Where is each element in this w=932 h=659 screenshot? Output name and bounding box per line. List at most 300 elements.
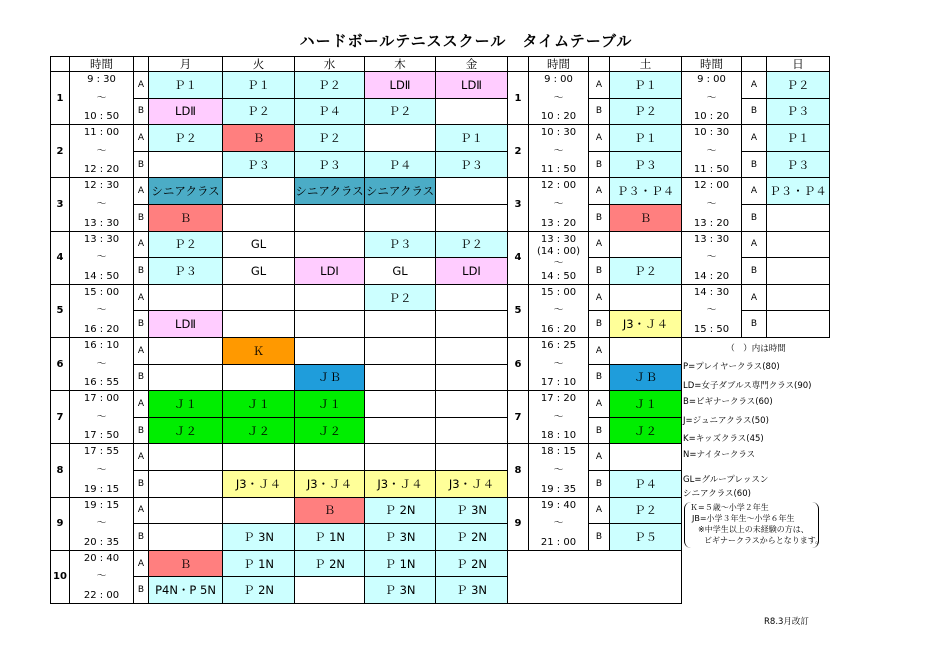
sat-class-cell — [609, 284, 682, 312]
legend-item: N=ナイタークラス — [683, 449, 756, 460]
time-line: 〜 — [96, 305, 107, 317]
class-cell: シニアクラス — [364, 177, 436, 205]
class-cell: Ｐ 2N — [294, 550, 365, 578]
time-line: 15 : 00 — [540, 286, 577, 298]
class-cell: Ｐ１ — [435, 124, 508, 152]
time-line: 21 : 00 — [540, 536, 577, 548]
time-line: 11 : 00 — [83, 127, 120, 139]
period-number: 3 — [50, 177, 70, 231]
time-line: 〜 — [706, 252, 717, 264]
sat-class-cell: Ｊ２ — [609, 417, 682, 445]
empty-block — [507, 550, 682, 604]
time-line: 19 : 40 — [540, 499, 577, 511]
sun-class-cell: Ｐ１ — [766, 124, 830, 152]
sat-class-cell: Ｐ２ — [609, 257, 682, 285]
sun-class-cell — [766, 231, 830, 259]
period-number: 1 — [50, 71, 70, 125]
court-a-label: A — [133, 443, 149, 471]
class-cell — [222, 204, 295, 232]
header-blank — [507, 56, 529, 72]
header-day: 金 — [435, 56, 508, 72]
court-b-label: B — [588, 523, 610, 551]
class-cell: Ｐ４ — [364, 151, 436, 179]
time-range — [69, 177, 134, 231]
class-cell: Ｐ 1N — [222, 550, 295, 578]
revision-note: R8.3月改訂 — [764, 617, 809, 627]
class-cell: Ｐ２ — [294, 124, 365, 152]
class-cell — [222, 284, 295, 312]
court-a-label: A — [588, 231, 610, 259]
class-cell — [364, 364, 436, 392]
period-number: 7 — [50, 390, 70, 444]
court-b-label: B — [133, 364, 149, 392]
time-line: 12 : 30 — [83, 180, 120, 192]
time-line: 13 : 20 — [693, 217, 730, 229]
court-a-label: A — [133, 71, 149, 99]
period-number: 3 — [507, 177, 529, 231]
class-cell — [435, 310, 508, 338]
legend-item: B=ビギナークラス(60) — [683, 396, 773, 407]
period-number: 9 — [50, 497, 70, 551]
time-line: 〜 — [553, 358, 564, 370]
sat-class-cell: ＪＢ — [609, 364, 682, 392]
court-a-label: A — [588, 177, 610, 205]
sat-class-cell: Ｐ４ — [609, 470, 682, 498]
age-note — [684, 502, 824, 548]
court-a-label: A — [741, 284, 767, 312]
class-cell: Ｋ — [222, 337, 295, 365]
sat-class-cell: Ｐ２ — [609, 98, 682, 126]
time-line: 〜 — [553, 145, 564, 157]
legend-item: J=ジュニアクラス(50) — [683, 415, 769, 426]
class-cell — [148, 337, 223, 365]
class-cell — [294, 337, 365, 365]
time-line: 17 : 50 — [83, 430, 120, 442]
time-range — [681, 177, 742, 231]
time-line: 19 : 15 — [83, 483, 120, 495]
court-a-label: A — [741, 231, 767, 259]
time-line: 〜 — [96, 198, 107, 210]
court-a-label: A — [588, 443, 610, 471]
header-day: 月 — [148, 56, 223, 72]
note-line-jb: JB=小学３年生〜小学６年生 — [692, 514, 795, 523]
class-cell: Ｐ 3N — [364, 576, 436, 604]
class-cell: J3・Ｊ４ — [435, 470, 508, 498]
class-cell — [435, 98, 508, 126]
header-blank — [588, 56, 610, 72]
time-line: 14 : 50 — [83, 270, 120, 282]
class-cell: Ｐ 3N — [435, 576, 508, 604]
time-range — [681, 71, 742, 125]
class-cell: Ｊ２ — [222, 417, 295, 445]
class-cell — [364, 443, 436, 471]
time-line: 20 : 35 — [83, 536, 120, 548]
sun-class-cell — [766, 257, 830, 285]
class-cell: LDⅡ — [364, 71, 436, 99]
time-range — [528, 231, 589, 285]
class-cell — [364, 310, 436, 338]
time-line: 13 : 20 — [540, 217, 577, 229]
time-line: 13 : 30 — [540, 233, 577, 245]
period-number: 5 — [507, 284, 529, 338]
time-line: 10 : 30 — [693, 127, 730, 139]
sat-class-cell: Ｐ１ — [609, 124, 682, 152]
class-cell — [148, 443, 223, 471]
time-range — [528, 337, 589, 391]
court-a-label: A — [133, 177, 149, 205]
court-b-label: B — [741, 98, 767, 126]
court-b-label: B — [741, 204, 767, 232]
class-cell: Ｐ１ — [222, 71, 295, 99]
court-a-label: A — [588, 390, 610, 418]
court-b-label: B — [588, 364, 610, 392]
sun-class-cell — [766, 204, 830, 232]
header-day: 火 — [222, 56, 295, 72]
court-b-label: B — [588, 151, 610, 179]
class-cell: GL — [364, 257, 436, 285]
class-cell: Ｐ３ — [222, 151, 295, 179]
court-b-label: B — [133, 576, 149, 604]
class-cell — [364, 390, 436, 418]
sat-class-cell: Ｐ２ — [609, 497, 682, 525]
class-cell — [294, 204, 365, 232]
class-cell: ＪＢ — [294, 364, 365, 392]
class-cell: Ｐ 2N — [222, 576, 295, 604]
legend-item: K=キッズクラス(45) — [683, 433, 764, 444]
class-cell: Ｐ３ — [148, 257, 223, 285]
time-range — [528, 124, 589, 178]
note-line-junior-high: ※中学生以上の未経験の方は、 — [698, 525, 809, 534]
period-number: 9 — [507, 497, 529, 551]
time-line: 16 : 10 — [83, 340, 120, 351]
time-line: 17 : 20 — [540, 393, 577, 405]
time-line: 〜 — [553, 518, 564, 530]
class-cell: シニアクラス — [294, 177, 365, 205]
time-range — [681, 231, 742, 285]
court-a-label: A — [741, 124, 767, 152]
class-cell: GL — [222, 257, 295, 285]
class-cell: Ｐ２ — [222, 98, 295, 126]
time-line: 〜 — [553, 464, 564, 476]
time-line: 10 : 50 — [83, 111, 120, 123]
time-line: 10 : 20 — [693, 111, 730, 123]
court-b-label: B — [133, 151, 149, 179]
time-line: 16 : 55 — [83, 377, 120, 389]
sat-class-cell — [609, 443, 682, 471]
header-time: 時間 — [69, 56, 134, 72]
class-cell — [435, 284, 508, 312]
class-cell — [435, 337, 508, 365]
note-line-beginner: ビギナークラスからとなります。 — [704, 536, 824, 545]
legend-item: GL=グループレッスン — [683, 474, 769, 485]
sat-class-cell: Ｂ — [609, 204, 682, 232]
time-line: 14 : 30 — [693, 286, 730, 298]
time-line: 17 : 55 — [83, 446, 120, 458]
header-day-sun: 日 — [766, 56, 830, 72]
class-cell — [364, 337, 436, 365]
period-number: 8 — [507, 443, 529, 497]
class-cell: Ｐ２ — [364, 98, 436, 126]
header-time: 時間 — [681, 56, 742, 72]
class-cell: Ｐ３ — [294, 151, 365, 179]
time-line: 〜 — [96, 411, 107, 423]
time-line: 11 : 50 — [540, 164, 577, 176]
court-a-label: A — [588, 71, 610, 99]
class-cell — [435, 390, 508, 418]
class-cell: LDⅠ — [435, 257, 508, 285]
class-cell — [294, 443, 365, 471]
class-cell: Ｐ２ — [148, 231, 223, 259]
class-cell: Ｐ 3N — [222, 523, 295, 551]
time-line: 〜 — [96, 571, 107, 583]
class-cell: LDⅡ — [148, 98, 223, 126]
sat-class-cell: Ｊ１ — [609, 390, 682, 418]
court-a-label: A — [133, 497, 149, 525]
class-cell: Ｐ３ — [435, 151, 508, 179]
sun-class-cell: Ｐ３・Ｐ４ — [766, 177, 830, 205]
note-line-kids: Ｋ=５歳〜小学２年生 — [690, 503, 769, 512]
court-a-label: A — [588, 337, 610, 365]
time-range — [69, 390, 134, 444]
court-b-label: B — [588, 470, 610, 498]
time-line: 16 : 20 — [540, 323, 577, 335]
class-cell: Ｐ２ — [364, 284, 436, 312]
header-day: 木 — [364, 56, 436, 72]
court-b-label: B — [133, 523, 149, 551]
period-number: 10 — [50, 550, 70, 604]
time-range — [69, 231, 134, 285]
class-cell: Ｐ２ — [148, 124, 223, 152]
court-b-label: B — [588, 98, 610, 126]
court-b-label: B — [133, 204, 149, 232]
time-line: 17 : 00 — [83, 393, 120, 405]
class-cell: Ｐ 1N — [294, 523, 365, 551]
class-cell — [435, 204, 508, 232]
class-cell: Ｐ 2N — [435, 523, 508, 551]
court-b-label: B — [588, 417, 610, 445]
court-a-label: A — [588, 497, 610, 525]
court-a-label: A — [588, 124, 610, 152]
time-range — [528, 443, 589, 497]
court-b-label: B — [588, 310, 610, 338]
class-cell: J3・Ｊ４ — [364, 470, 436, 498]
class-cell — [364, 204, 436, 232]
court-a-label: A — [588, 284, 610, 312]
sat-class-cell — [609, 337, 682, 365]
class-cell — [148, 523, 223, 551]
time-line: 15 : 50 — [693, 323, 730, 335]
class-cell: Ｐ１ — [148, 71, 223, 99]
class-cell: Ｐ２ — [435, 231, 508, 259]
time-line: 19 : 15 — [83, 499, 120, 511]
class-cell — [435, 364, 508, 392]
class-cell — [294, 231, 365, 259]
time-line: 13 : 30 — [83, 233, 120, 245]
header-time: 時間 — [528, 56, 589, 72]
time-line: 10 : 30 — [540, 127, 577, 139]
time-line: 9 : 00 — [544, 74, 573, 85]
sun-class-cell — [766, 284, 830, 312]
class-cell: Ｐ 1N — [364, 550, 436, 578]
class-cell: シニアクラス — [148, 177, 223, 205]
class-cell — [222, 177, 295, 205]
time-line: 〜 — [706, 145, 717, 157]
court-b-label: B — [133, 470, 149, 498]
legend-item: P=プレイヤークラス(80) — [683, 361, 780, 372]
class-cell — [435, 177, 508, 205]
time-range — [69, 443, 134, 497]
class-cell: Ｂ — [148, 550, 223, 578]
time-range — [69, 71, 134, 125]
class-cell — [148, 497, 223, 525]
time-line: 14 : 20 — [693, 270, 730, 282]
time-line: 18 : 10 — [540, 430, 577, 442]
sat-class-cell: Ｐ３ — [609, 151, 682, 179]
time-line: 19 : 35 — [540, 483, 577, 495]
time-line: 12 : 20 — [83, 164, 120, 176]
court-b-label: B — [588, 204, 610, 232]
time-range — [528, 177, 589, 231]
period-number: 7 — [507, 390, 529, 444]
class-cell: LDⅡ — [435, 71, 508, 99]
time-range — [69, 550, 134, 604]
time-range — [69, 337, 134, 391]
class-cell: P4N・P 5N — [148, 576, 223, 604]
time-line: 〜 — [96, 518, 107, 530]
time-line: 〜 — [96, 358, 107, 370]
time-line: 15 : 00 — [83, 286, 120, 298]
class-cell — [435, 443, 508, 471]
court-b-label: B — [133, 417, 149, 445]
period-number: 6 — [50, 337, 70, 391]
time-line: 〜 — [706, 305, 717, 317]
class-cell — [148, 364, 223, 392]
legend-item: （ ）内は時間 — [726, 343, 786, 354]
time-line: 10 : 20 — [540, 111, 577, 123]
time-range — [681, 124, 742, 178]
time-line: 17 : 10 — [540, 377, 577, 389]
header-blank — [133, 56, 149, 72]
court-a-label: A — [133, 231, 149, 259]
class-cell — [222, 443, 295, 471]
time-range — [528, 390, 589, 444]
time-line: 〜 — [96, 145, 107, 157]
period-number: 1 — [507, 71, 529, 125]
sun-class-cell: Ｐ２ — [766, 71, 830, 99]
time-line: 〜 — [553, 198, 564, 210]
time-range — [681, 284, 742, 338]
time-range — [69, 497, 134, 551]
class-cell: Ｊ１ — [222, 390, 295, 418]
class-cell: J3・Ｊ４ — [294, 470, 365, 498]
sun-class-cell — [766, 310, 830, 338]
class-cell: Ｐ４ — [294, 98, 365, 126]
sat-class-cell: Ｐ５ — [609, 523, 682, 551]
court-a-label: A — [133, 337, 149, 365]
class-cell: Ｂ — [222, 124, 295, 152]
class-cell — [364, 417, 436, 445]
class-cell: Ｐ 2N — [435, 550, 508, 578]
time-range — [528, 497, 589, 551]
time-line: 〜 — [96, 464, 107, 476]
time-line: 〜 — [553, 258, 564, 270]
time-line: (14 : 00) — [537, 245, 580, 257]
period-number: 5 — [50, 284, 70, 338]
time-line: 〜 — [706, 92, 717, 104]
legend-item: シニアクラス(60) — [683, 488, 751, 499]
time-range — [528, 284, 589, 338]
time-line: 18 : 15 — [540, 446, 577, 458]
class-cell — [294, 576, 365, 604]
class-cell: GL — [222, 231, 295, 259]
header-blank — [50, 56, 70, 72]
time-line: 9 : 00 — [697, 74, 726, 85]
court-a-label: A — [133, 284, 149, 312]
time-line: 13 : 30 — [693, 233, 730, 245]
time-line: 12 : 00 — [693, 180, 730, 192]
class-cell: Ｊ２ — [294, 417, 365, 445]
class-cell: Ｐ２ — [294, 71, 365, 99]
class-cell — [294, 284, 365, 312]
class-cell: Ｐ３ — [364, 231, 436, 259]
time-line: 〜 — [96, 92, 107, 104]
period-number: 6 — [507, 337, 529, 391]
sat-class-cell: Ｐ３・Ｐ４ — [609, 177, 682, 205]
sun-class-cell: Ｐ３ — [766, 98, 830, 126]
class-cell: J3・Ｊ４ — [222, 470, 295, 498]
time-line: 〜 — [553, 92, 564, 104]
class-cell — [222, 310, 295, 338]
time-range — [528, 71, 589, 125]
header-day: 水 — [294, 56, 365, 72]
court-b-label: B — [133, 98, 149, 126]
class-cell: Ｐ 3N — [435, 497, 508, 525]
court-a-label: A — [741, 177, 767, 205]
sat-class-cell — [609, 231, 682, 259]
court-b-label: B — [741, 310, 767, 338]
class-cell — [222, 497, 295, 525]
court-a-label: A — [133, 550, 149, 578]
time-line: 〜 — [706, 198, 717, 210]
court-a-label: A — [133, 124, 149, 152]
class-cell: Ｊ１ — [294, 390, 365, 418]
page-title: ハードボールテニススクール タイムテーブル — [299, 32, 633, 50]
class-cell — [294, 310, 365, 338]
class-cell: Ｂ — [294, 497, 365, 525]
time-line: 〜 — [553, 411, 564, 423]
class-cell: Ｐ 2N — [364, 497, 436, 525]
sat-class-cell: J3・Ｊ４ — [609, 310, 682, 338]
period-number: 4 — [50, 231, 70, 285]
period-number: 4 — [507, 231, 529, 285]
period-number: 8 — [50, 443, 70, 497]
class-cell: LDⅠ — [294, 257, 365, 285]
header-day-sat: 土 — [609, 56, 682, 72]
class-cell — [364, 124, 436, 152]
time-range — [69, 284, 134, 338]
time-range — [69, 124, 134, 178]
time-line: 22 : 00 — [83, 589, 120, 601]
court-a-label: A — [133, 390, 149, 418]
class-cell — [148, 470, 223, 498]
header-blank — [741, 56, 767, 72]
time-line: 〜 — [553, 305, 564, 317]
time-line: 20 : 40 — [83, 552, 120, 564]
class-cell: Ｂ — [148, 204, 223, 232]
time-line: 16 : 20 — [83, 323, 120, 335]
class-cell: Ｊ１ — [148, 390, 223, 418]
court-b-label: B — [133, 257, 149, 285]
